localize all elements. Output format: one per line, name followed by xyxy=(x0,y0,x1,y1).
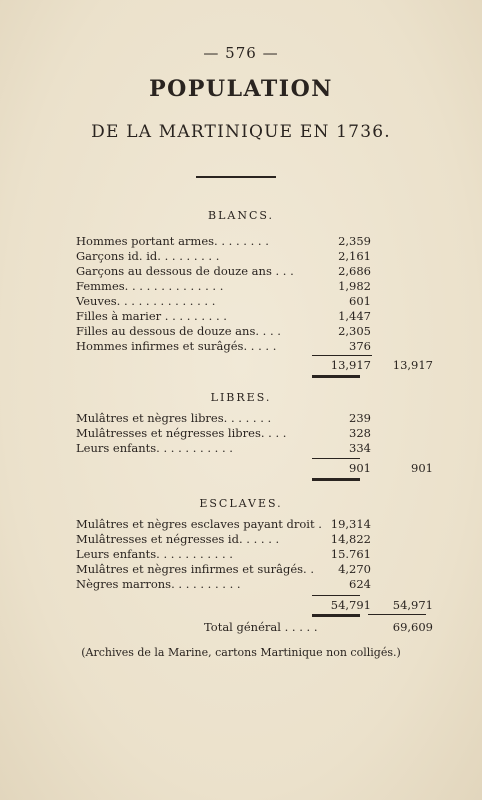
title-divider xyxy=(196,176,276,178)
subtotal-rule xyxy=(312,355,372,356)
row-value: 1,447 xyxy=(338,309,371,323)
table-row xyxy=(76,577,416,592)
total-rule xyxy=(368,614,426,615)
table-row xyxy=(76,309,416,324)
section-heading-blancs: BLANCS. xyxy=(207,209,274,222)
row-label: Femmes. . . . . . . . . . . . . . xyxy=(76,279,224,293)
table-row xyxy=(76,532,416,547)
table-row xyxy=(76,411,416,426)
table-row xyxy=(76,517,416,532)
row-value: 15.761 xyxy=(330,547,371,561)
row-value: 1,982 xyxy=(338,279,371,293)
row-label: Nègres marrons. . . . . . . . . . xyxy=(76,577,241,591)
source-footnote: (Archives de la Marine, cartons Martinique non colligés.) xyxy=(81,646,401,659)
row-label: Veuves. . . . . . . . . . . . . . xyxy=(76,294,216,308)
row-label: Mulâtresses et négresses libres. . . . xyxy=(76,426,287,440)
subtotal-underline xyxy=(312,375,360,378)
subtotal-rule xyxy=(312,458,360,459)
table-row xyxy=(76,279,416,294)
row-label: Leurs enfants. . . . . . . . . . . xyxy=(76,547,233,561)
table-row xyxy=(76,426,416,441)
row-value: 334 xyxy=(349,441,371,455)
table-row xyxy=(76,562,416,577)
subtotal-rule xyxy=(312,595,360,596)
row-value: 376 xyxy=(349,339,371,353)
row-value: 624 xyxy=(349,577,371,591)
row-label: Leurs enfants. . . . . . . . . . . xyxy=(76,441,233,455)
subtotal-underline xyxy=(312,478,360,481)
table-row xyxy=(76,234,416,249)
total-libres: 901 xyxy=(411,461,433,475)
page-subtitle: DE LA MARTINIQUE EN 1736. xyxy=(91,122,391,142)
row-value: 328 xyxy=(349,426,371,440)
table-row xyxy=(76,441,416,456)
row-value: 4,270 xyxy=(338,562,371,576)
section-heading-libres: LIBRES. xyxy=(210,391,272,404)
row-value: 14,822 xyxy=(330,532,371,546)
grand-total-label: Total général . . . . . xyxy=(204,620,318,634)
row-label: Hommes portant armes. . . . . . . . xyxy=(76,234,269,248)
row-label: Filles à marier . . . . . . . . . xyxy=(76,309,227,323)
row-label: Garçons au dessous de douze ans . . . xyxy=(76,264,294,278)
row-value: 2,161 xyxy=(338,249,371,263)
row-label: Mulâtres et nègres libres. . . . . . . xyxy=(76,411,272,425)
row-value: 2,686 xyxy=(338,264,371,278)
table-row xyxy=(76,324,416,339)
subtotal-underline xyxy=(312,614,360,617)
row-value: 19,314 xyxy=(330,517,371,531)
subtotal-libres: 901 xyxy=(349,461,371,475)
row-label: Mulâtresses et négresses id. . . . . . xyxy=(76,532,280,546)
page-title: POPULATION xyxy=(149,76,333,102)
page-number: — 576 — xyxy=(203,44,279,62)
table-row xyxy=(76,294,416,309)
row-label: Mulâtres et nègres infirmes et surâgés. . xyxy=(76,562,315,576)
row-label: Garçons id. id. . . . . . . . . xyxy=(76,249,220,263)
subtotal-esclaves: 54,791 xyxy=(330,598,371,612)
subtotal-blancs: 13,917 xyxy=(330,358,371,372)
table-row xyxy=(76,264,416,279)
row-value: 239 xyxy=(349,411,371,425)
row-value: 2,305 xyxy=(338,324,371,338)
row-label: Filles au dessous de douze ans. . . . xyxy=(76,324,281,338)
total-blancs: 13,917 xyxy=(392,358,433,372)
total-esclaves: 54,971 xyxy=(392,598,433,612)
grand-total-value: 69,609 xyxy=(392,620,433,634)
row-label: Mulâtres et nègres esclaves payant droit . xyxy=(76,517,322,531)
row-label: Hommes infirmes et surâgés. . . . . xyxy=(76,339,277,353)
table-row xyxy=(76,249,416,264)
row-value: 2,359 xyxy=(338,234,371,248)
section-heading-esclaves: ESCLAVES. xyxy=(199,497,283,510)
table-row xyxy=(76,339,416,354)
table-row xyxy=(76,547,416,562)
row-value: 601 xyxy=(349,294,371,308)
